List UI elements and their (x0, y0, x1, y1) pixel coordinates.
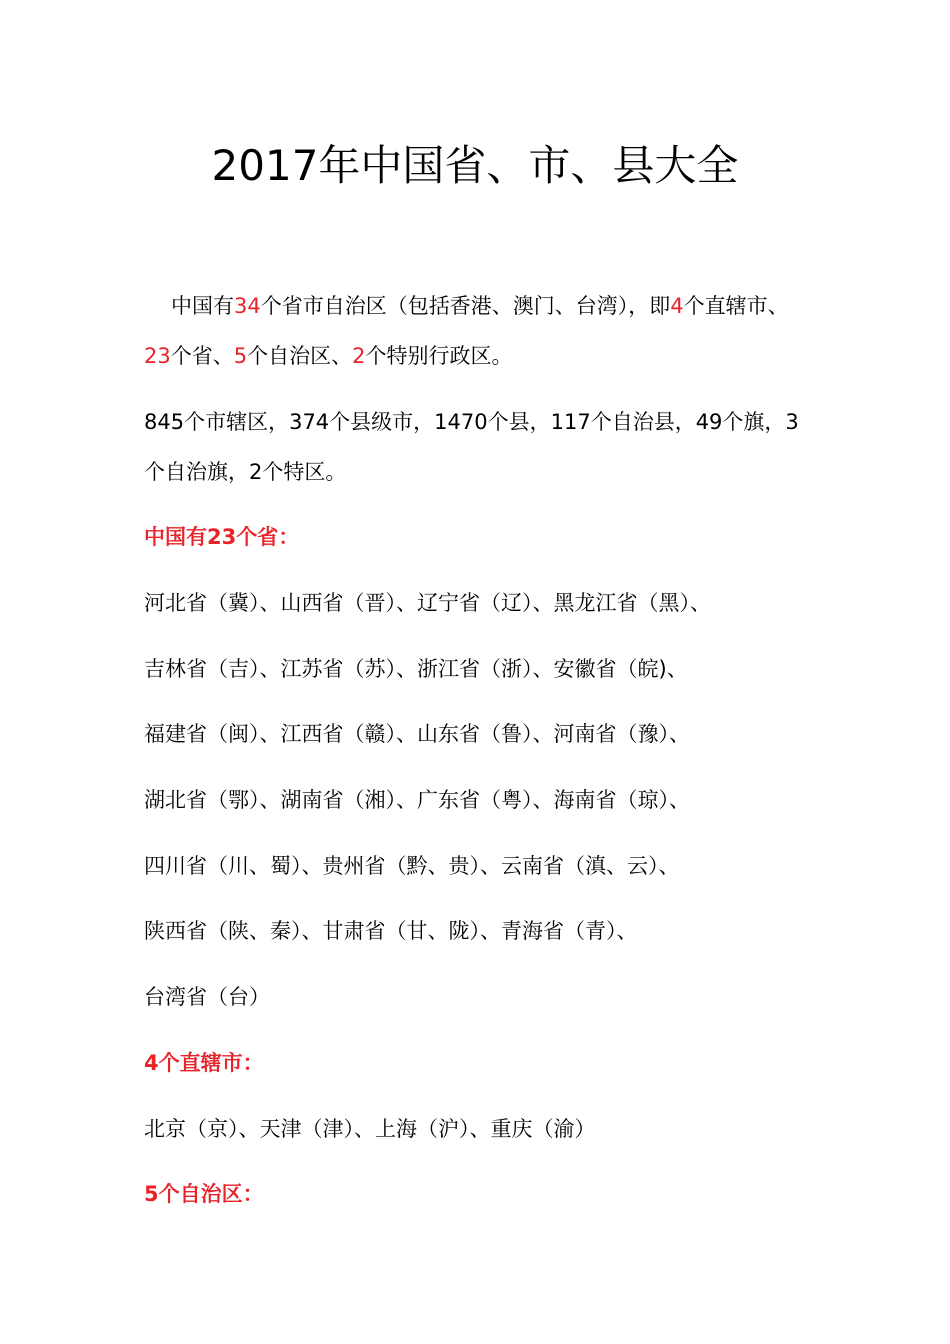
intro-count-autonomous-regions: 5 (233, 344, 248, 368)
stats-paragraph: 845个市辖区，374个县级市，1470个县，117个自治县，49个旗，3个自治旗，2个特区。 (144, 410, 799, 484)
autonomous-regions-heading: 5个自治区： (144, 1182, 264, 1206)
province-line: 四川省（川、蜀）、贵州省（黔、贵）、云南省（滇、云）、 (144, 854, 680, 878)
municipalities-heading: 4个直辖市： (144, 1051, 264, 1075)
intro-count-municipalities: 4 (670, 294, 684, 318)
intro-text-6: 个特别行政区。 (365, 344, 513, 368)
province-line: 吉林省（吉）、江苏省（苏）、浙江省（浙）、安徽省（皖)、 (144, 657, 688, 681)
intro-text-3: 个直辖市、 (683, 294, 789, 318)
province-line: 台湾省（台） (144, 985, 270, 1009)
intro-text-2: 个省市自治区（包括香港、澳门、台湾），即 (260, 294, 671, 318)
intro-count-total: 34 (234, 294, 261, 318)
intro-count-sar: 2 (352, 344, 366, 368)
province-line: 陕西省（陕、秦）、甘肃省（甘、陇）、青海省（青）、 (144, 919, 638, 943)
page-title: 2017年中国省、市、县大全 (211, 141, 739, 190)
municipalities-line: 北京（京）、天津（津）、上海（沪）、重庆（渝） (144, 1117, 596, 1141)
intro-count-provinces: 23 (144, 344, 171, 368)
province-line: 湖北省（鄂）、湖南省（湘）、广东省（粤）、海南省（琼）、 (144, 788, 690, 812)
intro-text-4: 个省、 (170, 344, 234, 368)
province-line: 福建省（闽）、江西省（赣）、山东省（鲁）、河南省（豫）、 (144, 722, 690, 746)
intro-paragraph (144, 281, 804, 381)
intro-text-5: 个自治区、 (247, 344, 353, 368)
province-line: 河北省（冀）、山西省（晋）、辽宁省（辽）、黑龙江省（黑）、 (144, 591, 711, 615)
provinces-heading: 中国有23个省： (144, 525, 300, 549)
intro-text-1: 中国有 (171, 294, 234, 318)
